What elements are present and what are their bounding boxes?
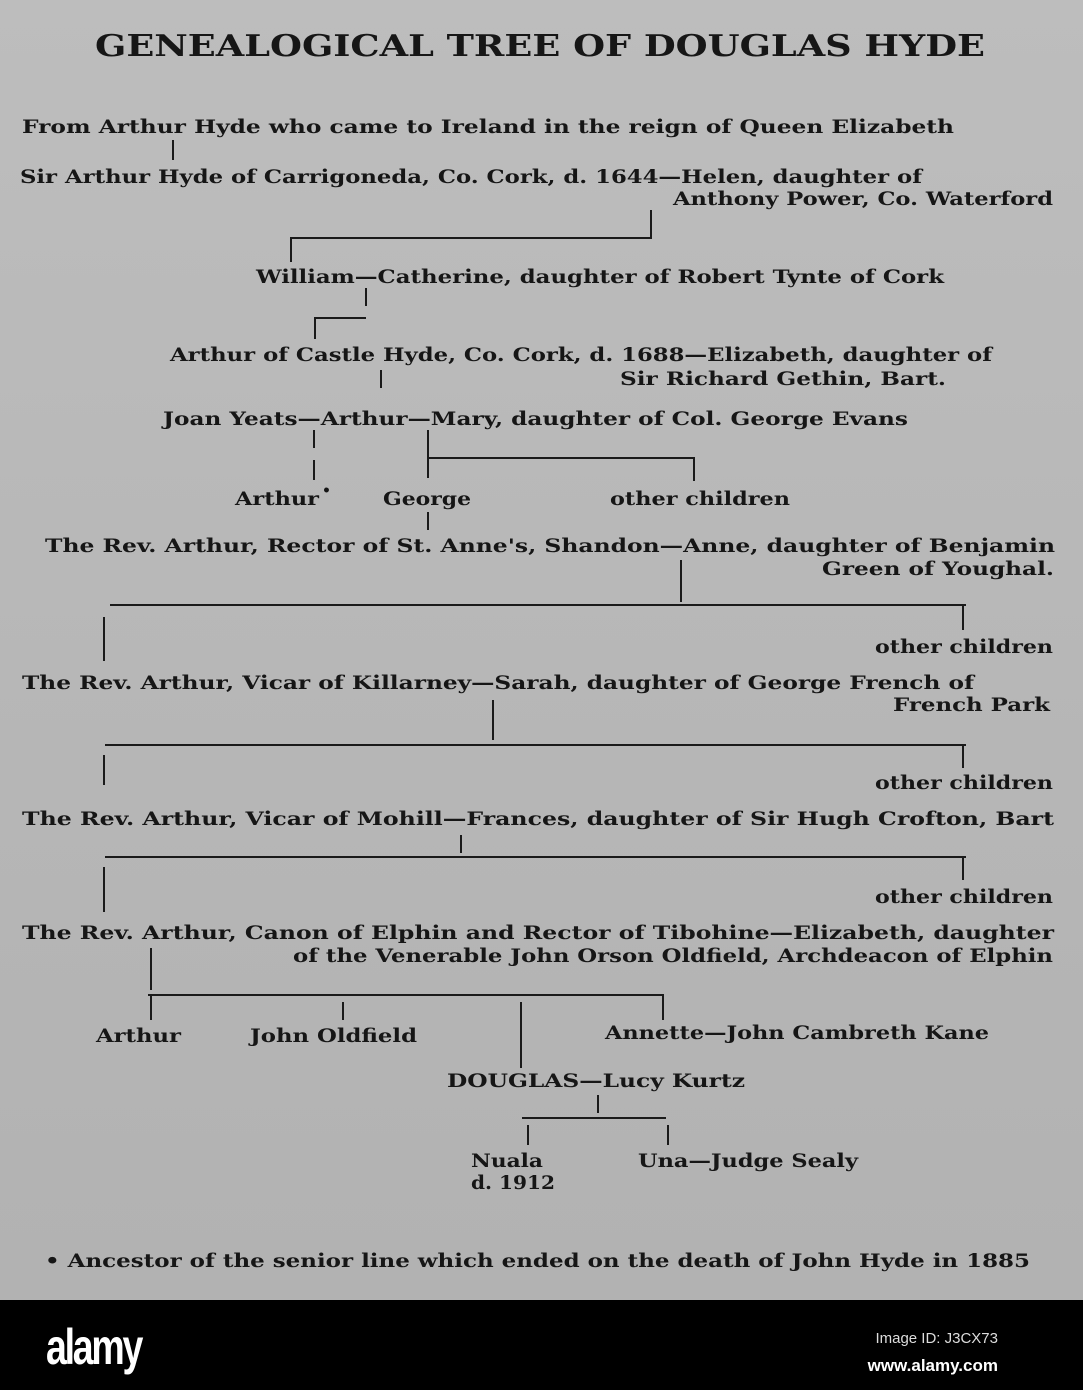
connector-line <box>680 560 682 602</box>
connector-line <box>290 237 292 262</box>
connector-line <box>105 856 966 858</box>
connector-line <box>148 994 664 996</box>
connector-line <box>650 210 652 238</box>
tree-entry: Annette—John Cambreth Kane <box>605 1022 989 1044</box>
connector-line <box>460 835 462 853</box>
connector-line <box>520 1002 522 1068</box>
connector-line <box>314 317 316 339</box>
tree-entry: The Rev. Arthur, Vicar of Mohill—Frances, daughter of Sir Hugh Crofton, Bart <box>22 808 1054 830</box>
tree-entry: d. 1912 <box>471 1172 555 1194</box>
watermark-bar <box>0 1300 1083 1390</box>
connector-line <box>365 288 367 306</box>
tree-entry: Anthony Power, Co. Waterford <box>673 188 1053 210</box>
connector-line <box>314 317 366 319</box>
tree-entry: The Rev. Arthur, Rector of St. Anne's, Shandon—Anne, daughter of Benjamin <box>45 535 1055 557</box>
tree-entry: other children <box>610 488 790 510</box>
site-url: www.alamy.com <box>867 1356 998 1375</box>
tree-entry: Sir Arthur Hyde of Carrigoneda, Co. Cork, d. 1644—Helen, daughter of <box>20 166 922 188</box>
connector-line <box>313 460 315 480</box>
connector-line <box>693 457 695 481</box>
tree-entry: The Rev. Arthur, Canon of Elphin and Rector of Tibohine—Elizabeth, daughter <box>22 922 1054 944</box>
footnote-marker: • <box>322 483 331 499</box>
connector-line <box>962 746 964 768</box>
tree-entry: of the Venerable John Orson Oldfield, Archdeacon of Elphin <box>293 945 1053 967</box>
page-title: GENEALOGICAL TREE OF DOUGLAS HYDE <box>95 29 985 64</box>
tree-entry: Green of Youghal. <box>822 558 1054 580</box>
tree-entry: Sir Richard Gethin, Bart. <box>620 368 946 390</box>
tree-entry: John Oldfield <box>250 1025 417 1047</box>
tree-entry: other children <box>875 636 1053 658</box>
connector-line <box>110 604 966 606</box>
alamy-logo: alamy <box>46 1319 142 1375</box>
tree-entry: The Rev. Arthur, Vicar of Killarney—Sarah, daughter of George French of <box>22 672 974 694</box>
connector-line <box>662 994 664 1020</box>
tree-entry: Nuala <box>471 1150 543 1172</box>
tree-entry-origin: From Arthur Hyde who came to Ireland in the reign of Queen Elizabeth <box>22 116 954 138</box>
connector-line <box>313 430 315 448</box>
connector-line <box>427 512 429 530</box>
tree-entry: Joan Yeats—Arthur—Mary, daughter of Col. George Evans <box>163 408 908 430</box>
connector-line <box>427 430 429 478</box>
connector-line <box>150 948 152 990</box>
connector-line <box>597 1095 599 1113</box>
tree-entry: George <box>383 488 471 510</box>
connector-line <box>103 617 105 661</box>
connector-line <box>172 140 174 160</box>
connector-line <box>150 996 152 1020</box>
tree-entry: Una—Judge Sealy <box>638 1150 858 1172</box>
tree-entry: Arthur of Castle Hyde, Co. Cork, d. 1688—Elizabeth, daughter of <box>170 344 992 366</box>
connector-line <box>962 606 964 630</box>
tree-entry: French Park <box>893 694 1050 716</box>
connector-line <box>962 858 964 880</box>
connector-line <box>667 1125 669 1145</box>
connector-line <box>527 1125 529 1145</box>
connector-line <box>103 755 105 785</box>
connector-line <box>103 867 105 912</box>
tree-entry: other children <box>875 772 1053 794</box>
connector-line <box>522 1117 666 1119</box>
tree-entry: Arthur <box>96 1025 181 1047</box>
connector-line <box>427 457 695 459</box>
tree-entry: Arthur <box>235 488 319 510</box>
tree-entry-douglas: DOUGLAS—Lucy Kurtz <box>447 1070 745 1092</box>
connector-line <box>380 370 382 388</box>
connector-line <box>105 744 966 746</box>
image-id: Image ID: J3CX73 <box>875 1330 998 1347</box>
connector-line <box>290 237 652 239</box>
footnote: • Ancestor of the senior line which ended on the death of John Hyde in 1885 <box>45 1250 1030 1272</box>
tree-entry: William—Catherine, daughter of Robert Tynte of Cork <box>256 266 944 288</box>
tree-entry: other children <box>875 886 1053 908</box>
connector-line <box>342 1002 344 1020</box>
connector-line <box>492 700 494 740</box>
